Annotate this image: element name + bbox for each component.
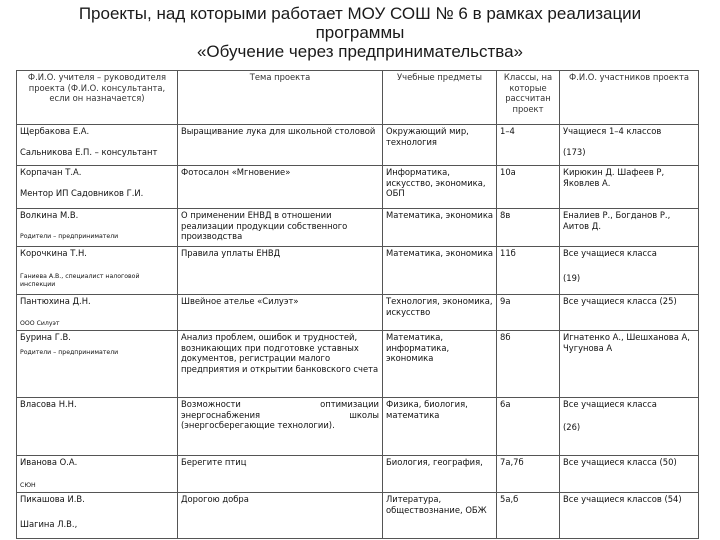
cell-classes: 9а — [497, 295, 560, 331]
cell-leader: Волкина М.В. Родители – предприниматели — [17, 209, 178, 247]
leader-sub: Родители – предприниматели — [20, 232, 119, 240]
cell-topic: Фотосалон «Мгновение» — [178, 166, 383, 209]
cell-subjects: Информатика, искусство, экономика, ОБП — [383, 166, 497, 209]
cell-participants: Учащиеся 1–4 классов (173) — [560, 125, 699, 166]
cell-subjects: Математика, экономика — [383, 247, 497, 295]
cell-classes: 5а,б — [497, 493, 560, 539]
leader-sub: ООО Силуэт — [20, 319, 60, 327]
cell-classes: 8в — [497, 209, 560, 247]
table-header-row — [17, 71, 699, 125]
cell-participants: Все учащиеся класса (25) — [560, 295, 699, 331]
table-row — [17, 209, 699, 247]
title-line-3: «Обучение через предпринимательства» — [196, 42, 524, 61]
cell-classes: 7а,7б — [497, 456, 560, 493]
leader-sub: Ганиева А.В., специалист налоговой инспекции — [20, 272, 140, 288]
cell-classes: 8б — [497, 331, 560, 398]
table-row — [17, 331, 699, 398]
cell-subjects: Физика, биология, математика — [383, 398, 497, 456]
cell-leader: Пантюхина Д.Н. ООО Силуэт — [17, 295, 178, 331]
cell-leader: Бурина Г.В. Родители – предприниматели — [17, 331, 178, 398]
table-row — [17, 295, 699, 331]
cell-topic: Анализ проблем, ошибок и трудностей, возникающих при подготовке уставных документов, регистрации малого предприятия и открытии банковского счета — [178, 331, 383, 398]
cell-leader: Пикашова И.В. Шагина Л.В., — [17, 493, 178, 539]
cell-topic: Возможности оптимизации энергоснабжения школы (энергосберегающие технологии). — [178, 398, 383, 456]
cell-participants: Игнатенко А., Шешханова А, Чугунова А — [560, 331, 699, 398]
cell-participants: Все учащиеся класса (50) — [560, 456, 699, 493]
cell-topic: Выращивание лука для школьной столовой — [178, 125, 383, 166]
cell-leader: Корочкина Т.Н. Ганиева А.В., специалист налоговой инспекции — [17, 247, 178, 295]
header-participants: Ф.И.О. участников проекта — [560, 71, 699, 125]
cell-topic: Берегите птиц — [178, 456, 383, 493]
cell-topic: Швейное ателье «Силуэт» — [178, 295, 383, 331]
cell-subjects: Литература, обществознание, ОБЖ — [383, 493, 497, 539]
cell-leader: Щербакова Е.А. Сальникова Е.П. – консультант — [17, 125, 178, 166]
cell-classes: 10а — [497, 166, 560, 209]
table-row — [17, 125, 699, 166]
cell-topic: О применении ЕНВД в отношении реализации продукции собственного производства — [178, 209, 383, 247]
projects-table — [16, 70, 699, 539]
cell-leader: Корпачан Т.А. Ментор ИП Садовников Г.И. — [17, 166, 178, 209]
cell-participants: Все учащиеся класса (19) — [560, 247, 699, 295]
header-leader: Ф.И.О. учителя – руководителя проекта (Ф.И.О. консультанта, если он назначается) — [17, 71, 178, 125]
header-subjects: Учебные предметы — [383, 71, 497, 125]
cell-participants: Еналиев Р., Богданов Р., Аитов Д. — [560, 209, 699, 247]
header-classes: Классы, на которые рассчитан проект — [497, 71, 560, 125]
page-title — [0, 4, 720, 61]
table-row — [17, 398, 699, 456]
table-row — [17, 166, 699, 209]
leader-sub: Шагина Л.В., — [20, 518, 78, 529]
title-line-2: программы — [315, 23, 405, 42]
cell-classes: 6а — [497, 398, 560, 456]
cell-subjects: Биология, география, — [383, 456, 497, 493]
leader-sub: Родители – предприниматели — [20, 348, 119, 356]
cell-participants: Все учащиеся класса (26) — [560, 398, 699, 456]
cell-leader: Власова Н.Н. — [17, 398, 178, 456]
cell-classes: 1–4 — [497, 125, 560, 166]
title-line-1: Проекты, над которыми работает МОУ СОШ № 6 в рамках реализации — [78, 4, 642, 23]
cell-subjects: Окружающий мир, технология — [383, 125, 497, 166]
table-row — [17, 493, 699, 539]
cell-topic: Правила уплаты ЕНВД — [178, 247, 383, 295]
table-row — [17, 456, 699, 493]
cell-subjects: Технология, экономика, искусство — [383, 295, 497, 331]
table-row — [17, 247, 699, 295]
header-topic: Тема проекта — [178, 71, 383, 125]
cell-topic: Дорогою добра — [178, 493, 383, 539]
cell-participants: Кирюкин Д. Шафеев Р, Яковлев А. — [560, 166, 699, 209]
cell-classes: 11б — [497, 247, 560, 295]
cell-participants: Все учащиеся классов (54) — [560, 493, 699, 539]
leader-sub: СЮН — [20, 481, 36, 489]
cell-subjects: Математика, экономика — [383, 209, 497, 247]
cell-leader: Иванова О.А. СЮН — [17, 456, 178, 493]
cell-subjects: Математика, информатика, экономика — [383, 331, 497, 398]
